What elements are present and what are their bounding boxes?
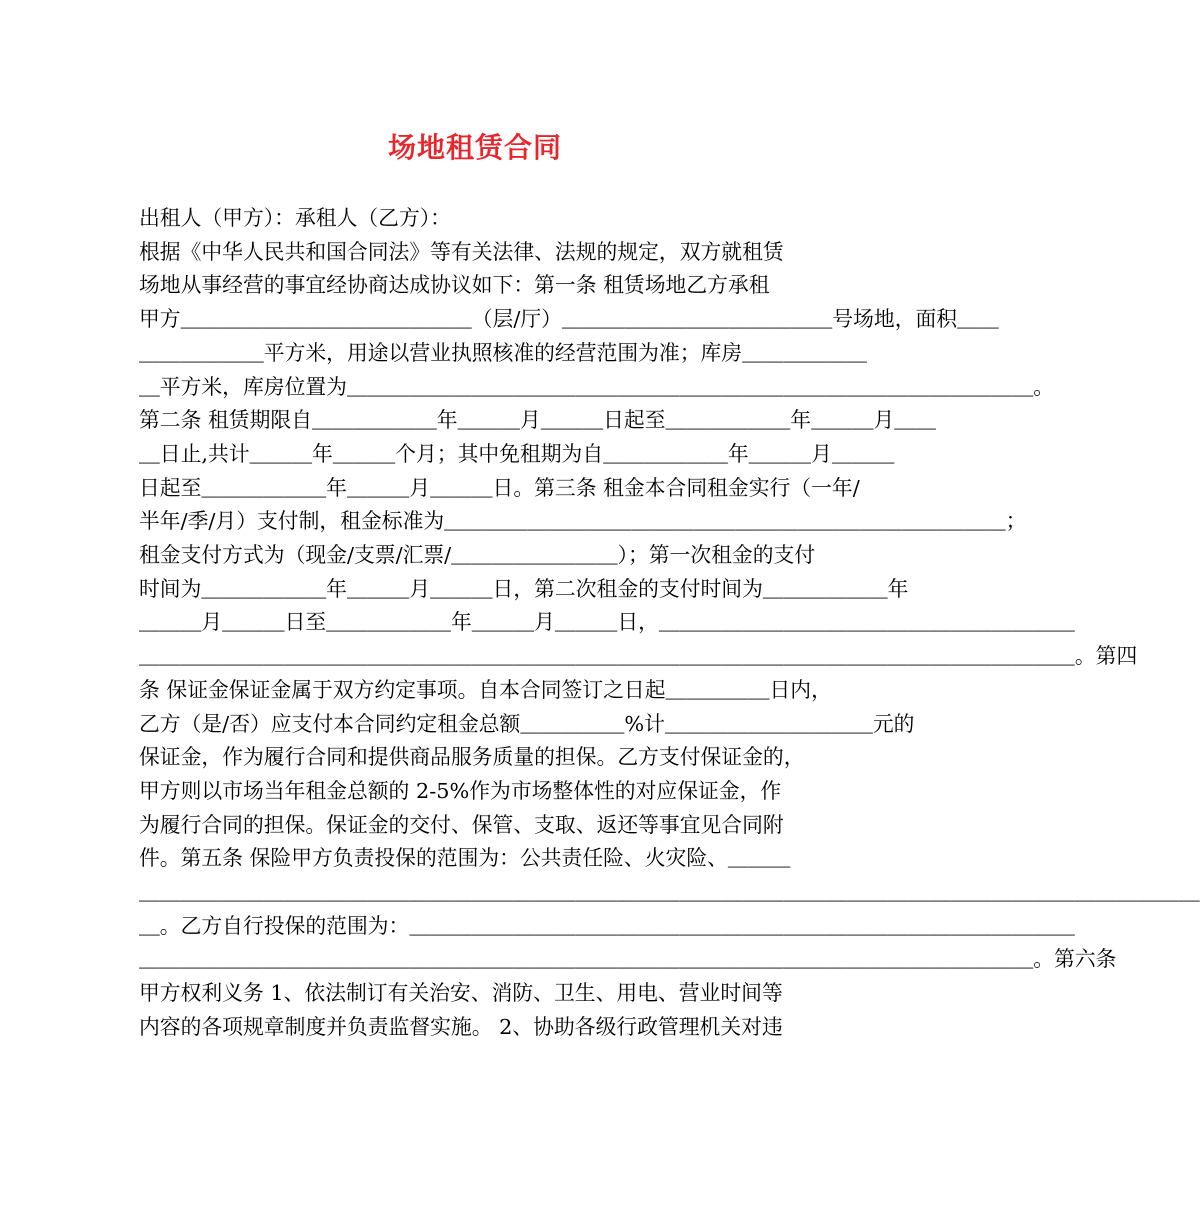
- body-line: 乙方（是/否）应支付本合同约定租金总额＿＿＿＿＿%计＿＿＿＿＿＿＿＿＿＿元的: [139, 711, 915, 736]
- body-line: 条 保证金保证金属于双方约定事项。自本合同签订之日起＿＿＿＿＿日内，: [139, 677, 832, 702]
- body-line: 甲方则以市场当年租金总额的 2-5%作为市场整体性的对应保证金，作: [139, 778, 782, 803]
- body-line: ＿＿＿＿＿＿平方米，用途以营业执照核准的经营范围为准；库房＿＿＿＿＿＿: [139, 340, 867, 365]
- body-line: 甲方权利义务 1、依法制订有关治安、消防、卫生、用电、营业时间等: [139, 981, 783, 1006]
- body-line: ＿＿＿＿＿＿＿＿＿＿＿＿＿＿＿＿＿＿＿＿＿＿＿＿＿＿＿＿＿＿＿＿＿＿＿＿＿＿＿＿＿＿＿。第六条: [139, 947, 1117, 972]
- body-line: 半年/季/月）支付制，租金标准为＿＿＿＿＿＿＿＿＿＿＿＿＿＿＿＿＿＿＿＿＿＿＿＿＿＿＿；: [139, 509, 1027, 534]
- body-line: 第二条 租赁期限自＿＿＿＿＿＿年＿＿＿月＿＿＿日起至＿＿＿＿＿＿年＿＿＿月＿＿: [139, 408, 936, 433]
- body-line: 出租人（甲方）：承租人（乙方）：: [139, 206, 451, 230]
- body-line: 保证金，作为履行合同和提供商品服务质量的担保。乙方支付保证金的，: [139, 745, 805, 770]
- body-line: 根据《中华人民共和国合同法》等有关法律、法规的规定，双方就租赁: [139, 239, 784, 264]
- body-line: 件。第五条 保险甲方负责投保的范围为：公共责任险、火灾险、＿＿＿: [139, 846, 791, 871]
- document-title: 场地租赁合同: [387, 131, 562, 164]
- body-line: ＿＿＿月＿＿＿日至＿＿＿＿＿＿年＿＿＿月＿＿＿日，＿＿＿＿＿＿＿＿＿＿＿＿＿＿＿＿＿＿＿＿: [139, 610, 1075, 635]
- body-line: 内容的各项规章制度并负责监督实施。 2、协助各级行政管理机关对违: [139, 1014, 783, 1039]
- body-line: 场地从事经营的事宜经协商达成协议如下：第一条 租赁场地乙方承租: [139, 273, 770, 298]
- body-line: 日起至＿＿＿＿＿＿年＿＿＿月＿＿＿日。第三条 租金本合同租金实行（一年/: [139, 475, 860, 500]
- body-line: ＿＿＿＿＿＿＿＿＿＿＿＿＿＿＿＿＿＿＿＿＿＿＿＿＿＿＿＿＿＿＿＿＿＿＿＿＿＿＿＿＿＿＿＿＿＿＿＿＿＿＿: [139, 880, 1200, 905]
- body-line: ＿。乙方自行投保的范围为：＿＿＿＿＿＿＿＿＿＿＿＿＿＿＿＿＿＿＿＿＿＿＿＿＿＿＿＿＿＿＿＿: [139, 913, 1075, 938]
- body-line: ＿日止,共计＿＿＿年＿＿＿个月；其中免租期为自＿＿＿＿＿＿年＿＿＿月＿＿＿: [139, 441, 895, 466]
- body-line: 时间为＿＿＿＿＿＿年＿＿＿月＿＿＿日，第二次租金的支付时间为＿＿＿＿＿＿年: [139, 576, 909, 601]
- body-line: 为履行合同的担保。保证金的交付、保管、支取、返还等事宜见合同附: [139, 812, 784, 837]
- body-line: ＿＿＿＿＿＿＿＿＿＿＿＿＿＿＿＿＿＿＿＿＿＿＿＿＿＿＿＿＿＿＿＿＿＿＿＿＿＿＿＿＿＿＿＿＿。第四: [139, 644, 1138, 669]
- contract-body: [139, 202, 1200, 1045]
- body-line: 租金支付方式为（现金/支票/汇票/＿＿＿＿＿＿＿＿）；第一次租金的支付: [139, 543, 816, 568]
- body-line: ＿平方米，库房位置为＿＿＿＿＿＿＿＿＿＿＿＿＿＿＿＿＿＿＿＿＿＿＿＿＿＿＿＿＿＿＿＿＿。: [139, 374, 1055, 399]
- body-line: 甲方＿＿＿＿＿＿＿＿＿＿＿＿＿＿（层/厅）＿＿＿＿＿＿＿＿＿＿＿＿＿号场地，面积＿＿: [139, 307, 999, 332]
